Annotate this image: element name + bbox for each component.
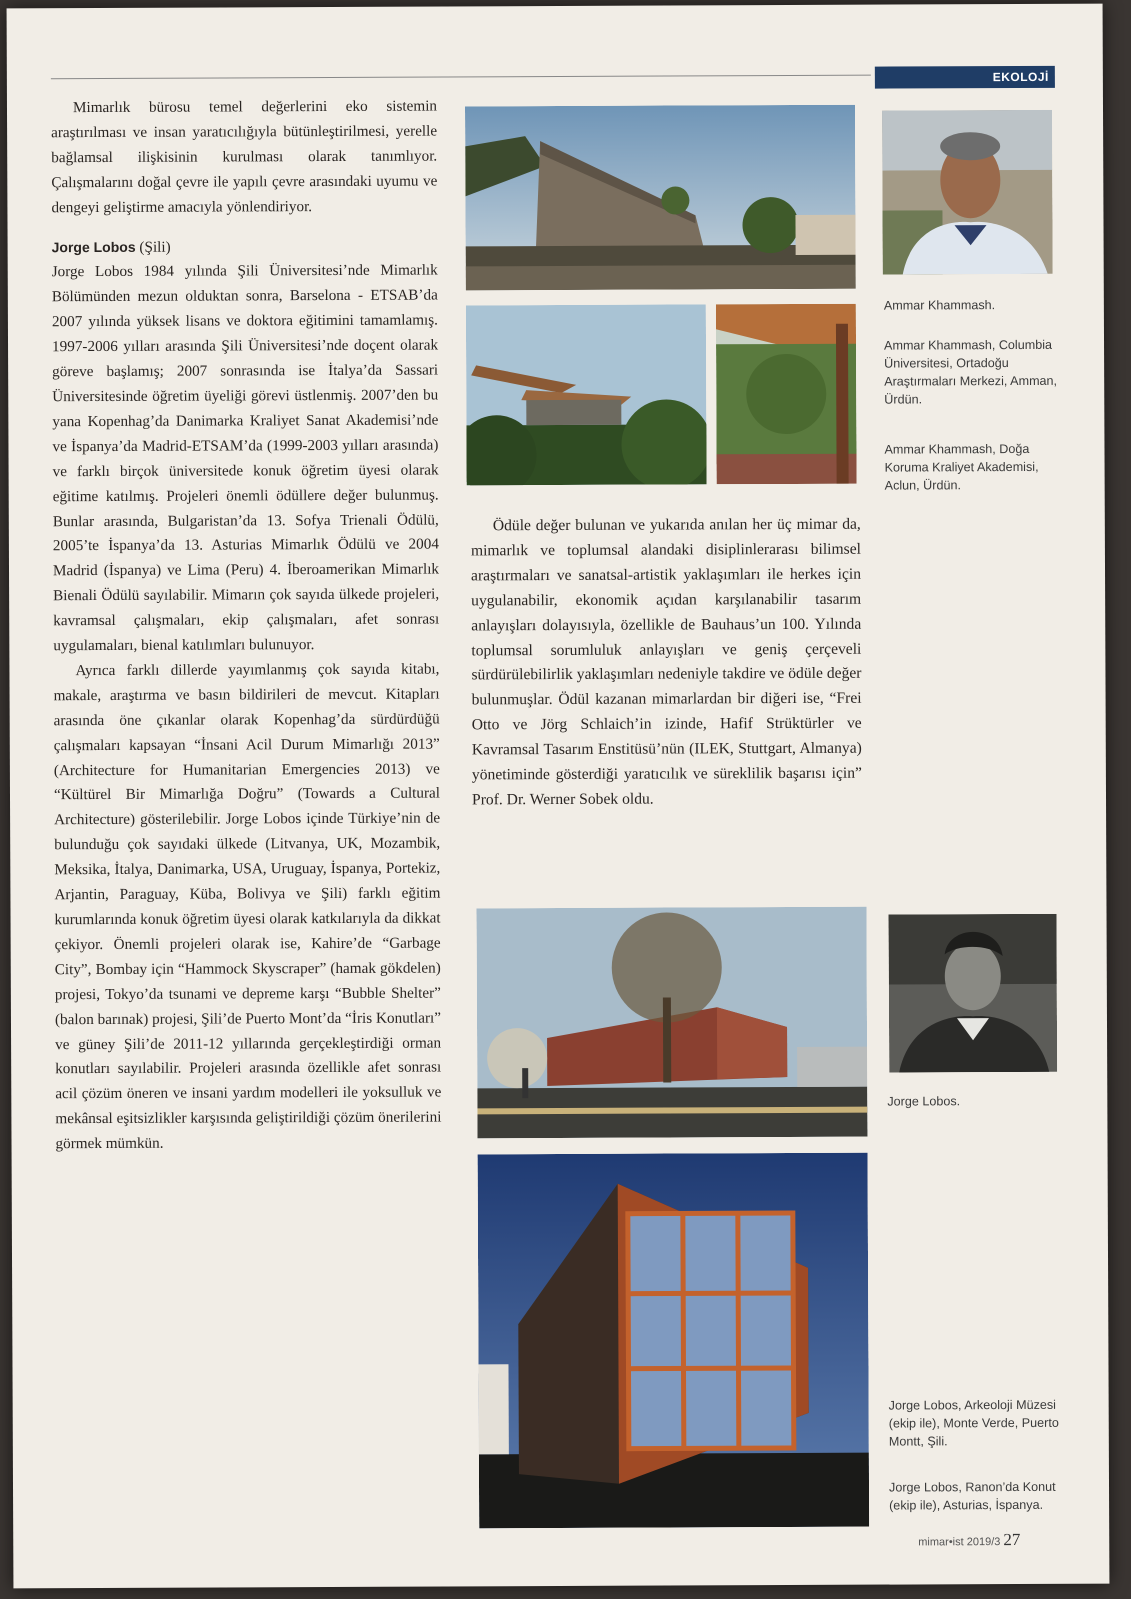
magazine-issue: mimar•ist 2019/3 xyxy=(918,1536,1001,1549)
intro-paragraph: Mimarlık bürosu temel değerlerini eko sistemin araştırılması ve insan yaratıcılığıyla bütünleştirilmesi, yerelle bağlamsal ilişkisinin kurulması olarak tanımlıyor. Çalışmalarını doğal çevre ile yapılı çevre arasındaki uyumu ve dengeyi geliştirme amacıyla yönlendiriyor. xyxy=(51,97,438,216)
middle-text-column xyxy=(471,513,862,814)
lobos-museum-photo xyxy=(476,907,867,1139)
caption-lobos-project-2: Jorge Lobos, Ranon’da Konut (ekip ile), Asturias, İspanya. xyxy=(888,1479,1056,1513)
caption-khammash-project-2: Ammar Khammash, Doğa Koruma Kraliyet Akademisi, Aclun, Ürdün. xyxy=(884,441,1039,493)
khammash-interior-photo xyxy=(716,304,857,485)
khammash-canopy-photo xyxy=(466,304,707,485)
award-paragraph: Ödüle değer bulunan ve yukarıda anılan her üç mimar da, mimarlık ve toplumsal alandaki disiplinlerarası bilimsel araştırmaları ve sanatsal-artistik yaklaşımları ile herkes için uygulanabilir, ekonomik açıdan karşılanabilir tasarım anlayışları dolayısıyla, özellikle de Bauhaus’un 100. Yılında toplumsal sorumluluk anlayışları ve geniş çerçeveli sürdürülebilirlik yaklaşımları nedeniyle takdire ve ödüle değer bulunmuşlar. Ödül kazanan mimarlardan bir diğeri ise, “Frei Otto ve Jörg Schlaich’in izinde, Hafif Strüktürler ve Kavramsal Tasarım Enstitüsü’nün (ILEK, Stuttgart, Almanya) yönetiminde gösterdiği yaratıcılık ve süreklilik başarısı için” Prof. Dr. Werner Sobek oldu. xyxy=(470,515,862,809)
caption-lobos-portrait: Jorge Lobos. xyxy=(887,1094,961,1109)
caption-khammash-project-1: Ammar Khammash, Columbia Üniversitesi, Ortadoğu Araştırmaları Merkezi, Amman, Ürdün. xyxy=(884,337,1058,407)
bio-heading xyxy=(52,233,438,261)
magazine-page xyxy=(7,4,1110,1589)
khammash-building-photo xyxy=(465,105,856,291)
bio-country: (Şili) xyxy=(135,238,171,256)
bio-paragraph: Jorge Lobos 1984 yılında Şili Üniversitesi’nde Mimarlık Bölümünden mezun olduktan sonra, Barselona - ETSAB’da 2007 yılında yüksek lisans ve doktora eğitimini tamamlamış. 1997-2006 yılları arasında Şili Üniversitesi’nde doçent olarak göreve başlamış; 2007 sonrasında ise İtalya’da Sassari Üniversitesinde öğretim üyeliği görevi üstlenmiş. 2007’den bu yana Kopenhag’da Danimarka Kraliyet Sanat Akademisi’nde ve İspanya’da Madrid-ETSAM’da (1999-2003 yılları arasında) ve farklı birçok üniversitede konuk öğretim üyesi olarak eğitime katılmış. Projeleri önemli ödüllere değer bulunmuş. Bunlar arasında, Bulgaristan’da 13. Sofya Trienali Ödülü, 2005’te İspanya’da 13. Asturias Mimarlık Ödülü ve 2004 Madrid (İspanya) ve Lima (Peru) 4. İberoamerikan Mimarlık Bienali Ödülü sayılabilir. Mimarın çok sayıda ülkede projeleri, kavramsal çalışmaları, ekip çalışmaları, afet sonrası uygulamaları, bienal katılımları bulunuyor. xyxy=(51,261,440,655)
header-rule xyxy=(51,75,871,80)
bio-name: Jorge Lobos xyxy=(51,238,136,255)
caption-khammash-portrait: Ammar Khammash. xyxy=(883,298,996,313)
lobos-house-photo xyxy=(478,1153,870,1529)
page-number: 27 xyxy=(1003,1529,1021,1550)
publications-paragraph: Ayrıca farklı dillerde yayımlanmış çok sayıda kitabı, makale, araştırma ve basın bildirileri de mevcut. Kitapları arasında öne çıkanlar olarak Kopenhag’da sürdürdüğü çalışmaları kapsayan “İnsani Acil Durum Mimarlığı 2013” (Architecture for Humanitarian Emergencies 2013) ve “Kültürel Bir Mimarlığa Doğru” (Towards a Cultural Architecture) gösterilebilir. Jorge Lobos içinde Türkiye’nin de bulunduğu çok sayıdaki ülkede (Litvanya, UK, Mozambik, Meksika, İtalya, Danimarka, USA, Uruguay, İspanya, Portekiz, Arjantin, Paraguay, Küba, Bolivya ve Şili) farklı eğitim kurumlarında konuk öğretim üyesi olarak katkılarıyla da dikkat çekiyor. Önemli projeleri olarak ise, Kahire’de “Garbage City”, Bombay için “Hammock Skyscraper” (hamak gökdelen) projesi, Tokyo’da tsunami ve depreme karşı “Bubble Shelter” (balon barınak) projesi, Şili’de Puerto Mont’da “İris Konutları” ve güney Şili’de 2011-12 yıllarında gerçekleştirdiği orman konutları sayılabilir. Projeleri arasında özellikle afet sonrası acil çözüm öneren ve insani yardım modelleri ile yoksulluk ve mekânsal eşitsizlikler karşısında geliştirildiği çözüm önerilerini görmek mümkün. xyxy=(53,660,442,1153)
section-tag: EKOLOJİ xyxy=(875,66,1055,89)
caption-lobos-project-1: Jorge Lobos, Arkeoloji Müzesi (ekip ile), Monte Verde, Puerto Montt, Şili. xyxy=(888,1397,1059,1449)
lobos-portrait xyxy=(889,914,1058,1073)
khammash-portrait xyxy=(882,110,1053,275)
left-text-column xyxy=(51,95,442,1158)
page-footer xyxy=(918,1530,1020,1550)
